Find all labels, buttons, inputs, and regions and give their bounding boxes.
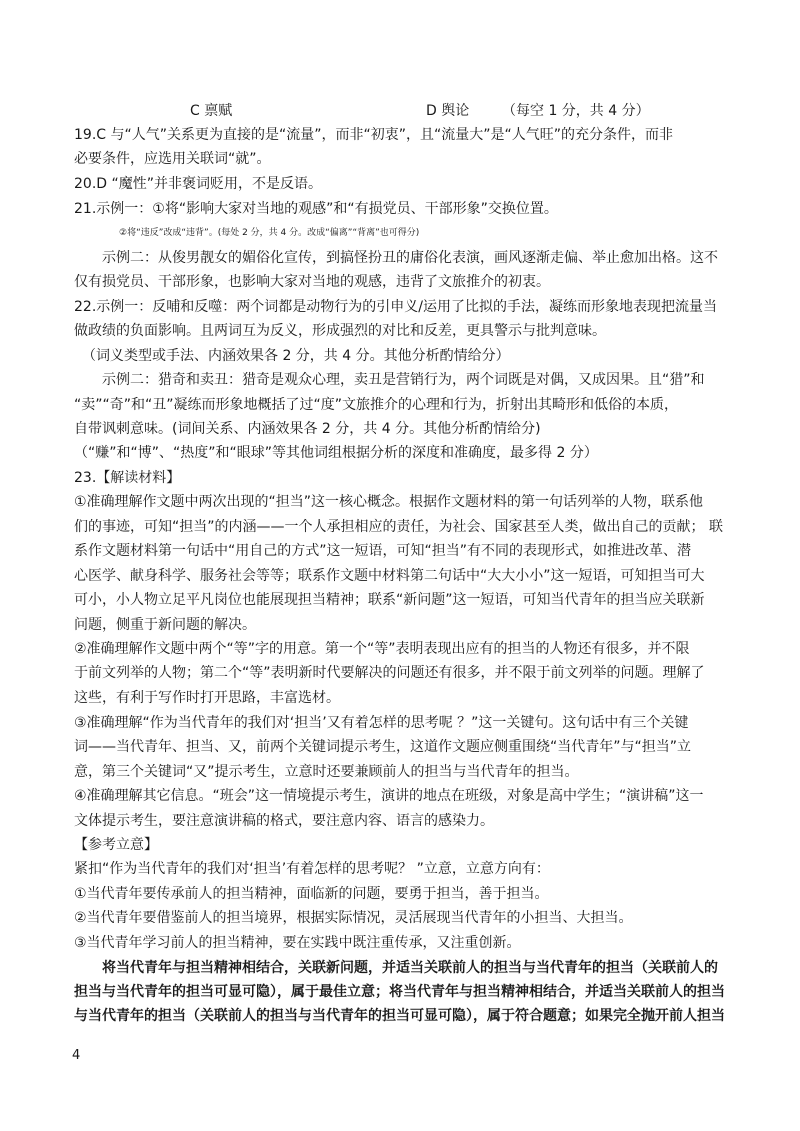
q23-line-11: 词——当代青年、担当、又，前两个关键词提示考生，这道作文题应侧重围绕“当代青年”与“担当”立 — [74, 739, 692, 755]
reference-heading: 【参考立意】 — [74, 837, 158, 853]
q21-line-2: ②将“违反”改成“违背”。(每处 2 分，共 4 分。改成“偏离”“背离”也可得分) — [119, 228, 420, 238]
q23-line-2: 们的事迹，可知“担当”的内涵——一个人承担相应的责任，为社会、国家甚至人类，做出自己的贡献； 联 — [74, 519, 723, 535]
page-number: 4 — [72, 1048, 81, 1063]
q22-line-5: “卖”“奇”和“丑”凝练而形象地概括了过“度”文旅推介的心理和行为，折射出其畸形和低俗的本质， — [74, 397, 679, 413]
q23-line-8: 于前文列举的人物；第二个“等”表明新时代要解决的问题还有很多，并不限于前文列举的问题。理解了 — [74, 665, 705, 681]
q21-line-4: 仅有损党员、干部形象，也影响大家对当地的观感，违背了文旅推介的初衷。 — [74, 274, 550, 290]
q23-heading: 23.【解读材料】 — [74, 470, 181, 486]
q22-line-3: （词义类型或手法、内涵效果各 2 分，共 4 分。其他分析酌情给分） — [82, 348, 510, 364]
scoring-line-3: 与当代青年的担当（关联前人的担当与当代青年的担当可显可隐），属于符合题意；如果完全抛开前人担当 — [74, 1008, 725, 1024]
q23-line-10: ③准确理解“作为当代青年的我们对‘担当’又有着怎样的思考呢 ？”这一关键句。这句话中有三个关键 — [74, 715, 689, 731]
score-note: （每空 1 分，共 4 分） — [502, 103, 650, 119]
reference-line-1: 紧扣“作为当代青年的我们对‘担当’有着怎样的思考呢？ ”立意，立意方向有： — [74, 861, 550, 877]
reference-line-4: ③当代青年学习前人的担当精神，要在实践中既注重传承，又注重创新。 — [74, 935, 521, 951]
q23-line-7: ②准确理解作文题中两个“等”字的用意。第一个“等”表明表现出应有的担当的人物还有很多，并不限 — [74, 641, 690, 657]
q19-line-1: 19.C 与“人气”关系更为直接的是“流量”，而非“初衷”，且“流量大”是“人气旺”的充分条件，而非 — [74, 127, 674, 143]
q23-line-1: ①准确理解作文题中两次出现的“担当”这一核心概念。根据作文题材料的第一句话列举的人物，联系他 — [74, 494, 704, 510]
q21-line-3: 示例二：从俊男靓女的媚俗化宣传，到搞怪扮丑的庸俗化表演，画风逐渐走偏、举止愈加出格。这不 — [102, 250, 718, 266]
reference-line-2: ①当代青年要传承前人的担当精神，面临新的问题，要勇于担当，善于担当。 — [74, 886, 549, 902]
q22-line-1: 22.示例一：反哺和反噬：两个词都是动物行为的引申义/运用了比拟的手法，凝练而形象地表现把流量当 — [74, 299, 717, 315]
q20-line: 20.D “魔性”并非褒词贬用，不是反语。 — [74, 176, 323, 192]
q22-line-7: （“赚”和“博”、“热度”和“眼球”等其他词组根据分析的深度和准确度，最多得 2 分） — [74, 445, 598, 461]
q23-line-9: 这些，有利于写作时打开思路，丰富选材。 — [74, 690, 340, 706]
scoring-line-1: 将当代青年与担当精神相结合，关联新问题，并适当关联前人的担当与当代青年的担当（关联前人的 — [102, 960, 718, 976]
q23-line-14: 文体提示考生，要注意演讲稿的格式，要注意内容、语言的感染力。 — [74, 813, 494, 829]
q22-line-6: 自带讽刺意味。(词间关系、内涵效果各 2 分，共 4 分。其他分析酌情给分) — [74, 421, 541, 437]
q21-line-1: 21.示例一：①将“影响大家对当地的观感”和“有损党员、干部形象”交换位置。 — [74, 201, 558, 217]
scoring-line-2: 担当与当代青年的担当可显可隐），属于最佳立意；将当代青年与担当精神相结合，并适当关联前人的担当 — [74, 984, 725, 1000]
q23-line-5: 可小，小人物立足平凡岗位也能展现担当精神；联系“新问题”这一短语，可知当代青年的担当应关联新 — [74, 592, 705, 608]
q19-line-2: 必要条件，应选用关联词“就”。 — [74, 151, 271, 167]
q22-line-4: 示例二：猎奇和卖丑：猎奇是观众心理，卖丑是营销行为，两个词既是对偶，又成因果。且“猎”和 — [102, 372, 705, 388]
q23-line-3: 系作文题材料第一句话中“用自己的方式”这一短语，可知“担当”有不同的表现形式，如推进改革、潜 — [74, 543, 692, 559]
q23-line-12: 意，第三个关键词“又”提示考生，立意时还要兼顾前人的担当与当代青年的担当。 — [74, 764, 579, 780]
option-c: C 禀赋 — [190, 103, 233, 119]
q23-line-4: 心医学、献身科学、服务社会等等；联系作文题中材料第二句话中“大大小小”这一短语，可知担当可大 — [74, 568, 705, 584]
q23-line-6: 问题，侧重于新问题的解决。 — [74, 617, 256, 633]
q23-line-13: ④准确理解其它信息。“班会”这一情境提示考生，演讲的地点在班级，对象是高中学生；“演讲稿”这一 — [74, 788, 704, 804]
option-d: D 舆论 — [426, 103, 470, 119]
q22-line-2: 做政绩的负面影响。且两词互为反义，形成强烈的对比和反差，更具警示与批判意味。 — [74, 323, 606, 339]
reference-line-3: ②当代青年要借鉴前人的担当境界，根据实际情况，灵活展现当代青年的小担当、大担当。 — [74, 910, 633, 926]
